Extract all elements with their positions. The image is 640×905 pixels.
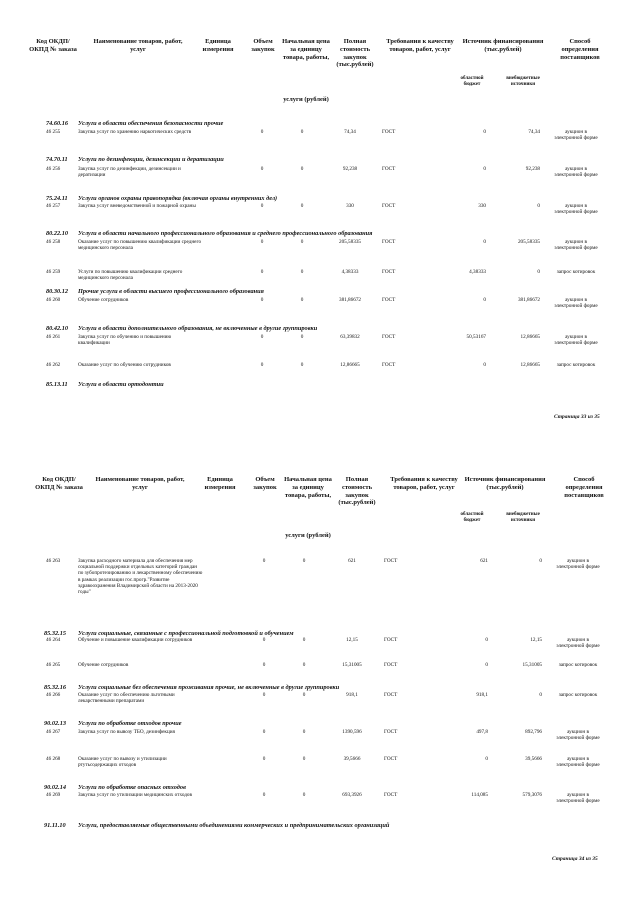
header-name: Наименование товаров, работ, услуг [93,38,183,53]
header-quality: Требования к качеству товаров, работ, услуг [390,476,458,491]
row-name: Услуги по повышению квалификации среднего медицинского персонала [78,269,183,282]
row-regional: 0 [483,129,486,135]
header-init-price-services: услуги (рублей) [285,532,331,539]
row-volume: 0 [300,297,304,303]
row-extra: 0 [537,203,540,209]
header-code: Код ОКДП/ ОКПД № заказа [35,476,83,491]
row-unit: 0 [262,692,266,698]
row-volume: 0 [302,558,306,564]
row-method: запрос котировок [556,269,596,275]
row-name: Закупка услуг по хранению наркотических средств [78,129,192,135]
row-unit: 0 [262,662,266,668]
header-volume: Объем закупок [253,476,277,491]
page-2-footer: Страница 34 из 35 [552,856,598,862]
row-quality: ГОСТ [382,129,396,135]
row-volume: 0 [302,792,306,798]
header-unit: Единица измерения [204,476,236,491]
row-extra: 39,5666 [525,756,542,762]
row-extra: 0 [539,558,542,564]
row-unit: 0 [260,334,264,340]
row-regional: 497,8 [476,729,488,735]
row-regional: 0 [485,756,488,762]
row-name: Оказание услуг по обучению сотрудников [78,362,171,368]
row-volume: 0 [300,203,304,209]
section-code: 80.42.10 [46,325,69,332]
row-quality: ГОСТ [384,637,398,643]
row-unit: 0 [262,558,266,564]
row-extra: 74,34 [528,129,540,135]
row-unit: 0 [262,637,266,643]
row-volume: 0 [300,166,304,172]
row-regional: 4,38333 [469,269,486,275]
row-volume: 0 [300,269,304,275]
row-number: 46 258 [46,239,61,245]
row-number: 46 266 [46,692,61,698]
section-title: Услуги в области обеспечения безопасности прочие [78,120,224,127]
row-extra: 92,238 [525,166,540,172]
row-quality: ГОСТ [384,662,398,668]
row-extra: 381,86672 [517,297,540,303]
section-title: Услуги в области ортодонтии [78,381,164,388]
section-code: 90.02.14 [44,784,67,791]
row-name: Обучение сотрудников [78,662,129,668]
row-extra: 892,796 [525,729,542,735]
section-code: 80.30.12 [46,288,69,295]
section-title: Услуги по обработке отходов прочие [78,720,182,727]
row-method: запрос котировок [558,692,598,698]
row-quality: ГОСТ [382,269,396,275]
row-total: 918,1 [346,692,358,698]
row-unit: 0 [260,362,264,368]
row-quality: ГОСТ [384,729,398,735]
row-name: Закупка услуг вневедомственной и пожарной охраны [78,203,196,209]
row-regional: 0 [485,662,488,668]
header-quality: Требования к качеству товаров, работ, услуг [386,38,454,53]
row-extra: 12,86665 [520,362,540,368]
header-method: Способ определения поставщиков [560,38,600,61]
row-regional: 0 [485,637,488,643]
header-init-price-services: услуги (рублей) [283,96,329,103]
row-total: 1390,596 [342,729,362,735]
row-name: Оказание услуг по обеспечению льготными лекарственными препаратами [78,692,175,705]
row-extra: 205,58335 [517,239,540,245]
section-title: Прочие услуги в области высшего профессионального образования [78,288,264,295]
row-method: аукцион в электронной форме [554,334,598,347]
row-method: запрос котировок [558,662,598,668]
row-name: Закупка услуг по вывозу ТБО, дезинфекция [78,729,175,735]
row-unit: 0 [260,269,264,275]
row-total: 63,39832 [340,334,360,340]
row-number: 46 259 [46,269,61,275]
row-regional: 918,1 [476,692,488,698]
row-volume: 0 [300,239,304,245]
section-code: 90.02.13 [44,720,67,727]
section-title: Услуги в области начального профессионального образования и среднего профессионального образования [78,230,373,237]
row-unit: 0 [260,129,264,135]
header-code: Код ОКДП/ ОКПД № заказа [29,38,77,53]
row-method: аукцион в электронной форме [556,792,600,805]
row-extra: 579,3076 [522,792,542,798]
row-extra: 0 [539,692,542,698]
row-number: 46 264 [46,637,61,643]
row-name: Закупка услуг по утилизации медицинских отходов [78,792,192,798]
row-volume: 0 [300,129,304,135]
row-total: 621 [348,558,356,564]
header-source-extra: внебюджетные источники [506,76,540,87]
row-method: запрос котировок [556,362,596,368]
row-quality: ГОСТ [384,756,398,762]
row-extra: 12,86665 [520,334,540,340]
row-quality: ГОСТ [382,203,396,209]
row-extra: 15,31005 [522,662,542,668]
row-total: 381,86672 [338,297,362,303]
header-name: Наименование товаров, работ, услуг [95,476,185,491]
row-regional: 330 [478,203,486,209]
header-source-regional: областной бюджет [460,76,484,87]
row-total: 74,34 [344,129,356,135]
row-unit: 0 [262,729,266,735]
row-method: аукцион в электронной форме [554,297,598,310]
row-volume: 0 [302,662,306,668]
header-source-extra: внебюджетные источники [506,512,540,523]
row-quality: ГОСТ [382,166,396,172]
section-code: 74.70.11 [46,156,68,163]
row-volume: 0 [302,729,306,735]
row-number: 46 268 [46,756,61,762]
row-unit: 0 [260,166,264,172]
row-total: 205,58335 [338,239,362,245]
row-regional: 0 [483,297,486,303]
row-volume: 0 [300,362,304,368]
section-title: Услуги, предоставляемые общественными объединениями коммерческих и предпринимательских организаций [78,822,390,829]
header-source: Источник финансирования (тыс.рублей) [462,38,544,53]
row-name: Оказание услуг по повышению квалификации среднего медицинского персонала [78,239,202,252]
row-quality: ГОСТ [382,362,396,368]
section-code: 85.13.11 [46,381,68,388]
row-number: 46 267 [46,729,61,735]
row-total: 12,86665 [340,362,360,368]
row-number: 46 257 [46,203,61,209]
row-quality: ГОСТ [384,558,398,564]
row-name: Закупка расходного материала для обеспечения мер социальной поддержки отдельных категорий граждан по зубопротезированию и лекарственному обеспечению в рамках реализации гос.прогр."Развитие здравоохранения Владимирской области на 2013-2020 годы" [78,558,203,596]
row-total: 15,31005 [342,662,362,668]
row-regional: 50,53167 [466,334,486,340]
row-quality: ГОСТ [382,334,396,340]
header-source: Источник финансирования (тыс.рублей) [464,476,546,491]
row-total: 330 [346,203,354,209]
row-method: аукцион в электронной форме [554,203,598,216]
row-number: 46 255 [46,129,61,135]
row-name: Закупка услуг по обучению и повышению квалификации [78,334,172,347]
row-total: 12,15 [346,637,358,643]
row-number: 46 269 [46,792,61,798]
header-init-price: Начальная цена за единицу товара, работы, [282,38,330,61]
section-title: Услуги органов охраны правопорядка (включая органы внутренних дел) [78,195,278,202]
row-number: 46 256 [46,166,61,172]
row-method: аукцион в электронной форме [556,637,600,650]
row-volume: 0 [302,692,306,698]
section-code: 74.60.16 [46,120,69,127]
row-extra: 12,15 [530,637,542,643]
section-title: Услуги в области дополнительного образования, не включенные в другие группировки [78,325,318,332]
row-name: Оказание услуг по вывозу и утилизации ртутьсодержащих отходов [78,756,167,769]
section-code: 85.32.16 [44,684,67,691]
header-source-regional: областной бюджет [460,512,484,523]
section-code: 80.22.10 [46,230,69,237]
page-1-footer: Страница 33 из 35 [554,414,600,420]
row-name: Закупка услуг по дезинфекции, дезинсекции и дератизации [78,166,181,179]
header-method: Способ определения поставщиков [564,476,604,499]
header-unit: Единица измерения [202,38,234,53]
section-title: Услуги социальные, связанные с профессиональной подготовкой и обучением [78,630,294,637]
row-total: 92,238 [342,166,358,172]
row-unit: 0 [260,239,264,245]
row-unit: 0 [260,203,264,209]
row-quality: ГОСТ [384,792,398,798]
row-regional: 621 [480,558,488,564]
row-volume: 0 [302,756,306,762]
row-method: аукцион в электронной форме [554,239,598,252]
row-method: аукцион в электронной форме [556,756,600,769]
header-volume: Объем закупок [251,38,275,53]
row-number: 46 262 [46,362,61,368]
row-extra: 0 [537,269,540,275]
row-unit: 0 [262,792,266,798]
header-init-price: Начальная цена за единицу товара, работы, [284,476,332,499]
row-volume: 0 [302,637,306,643]
section-title: Услуги по обработке опасных отходов [78,784,186,791]
row-method: аукцион в электронной форме [554,129,598,142]
row-total: 693,3926 [342,792,362,798]
row-unit: 0 [262,756,266,762]
row-method: аукцион в электронной форме [556,729,600,742]
row-regional: 0 [483,239,486,245]
row-method: аукцион в электронной форме [554,166,598,179]
section-title: Услуги социальные без обеспечения проживания прочие, не включенные в другие группировки [78,684,340,691]
row-total: 39,5666 [343,756,361,762]
row-quality: ГОСТ [382,239,396,245]
row-number: 46 260 [46,297,61,303]
row-regional: 0 [483,362,486,368]
row-volume: 0 [300,334,304,340]
row-number: 46 265 [46,662,61,668]
row-quality: ГОСТ [382,297,396,303]
row-regional: 0 [483,166,486,172]
row-method: аукцион в электронной форме [556,558,600,571]
section-title: Услуги по дезинфекции, дезинсекции и дератизации [78,156,224,163]
section-code: 85.32.15 [44,630,67,637]
row-unit: 0 [260,297,264,303]
section-code: 75.24.11 [46,195,68,202]
row-regional: 114,085 [471,792,488,798]
row-number: 46 263 [46,558,61,564]
section-code: 91.11.10 [44,822,66,829]
header-total: Полная стоимость закупок (тыс.рублей) [336,38,374,69]
header-total: Полная стоимость закупок (тыс.рублей) [338,476,376,507]
row-quality: ГОСТ [384,692,398,698]
row-name: Обучение и повышение квалификации сотрудников [78,637,193,643]
row-name: Обучение сотрудников [78,297,129,303]
row-total: 4,38333 [341,269,359,275]
row-number: 46 261 [46,334,61,340]
